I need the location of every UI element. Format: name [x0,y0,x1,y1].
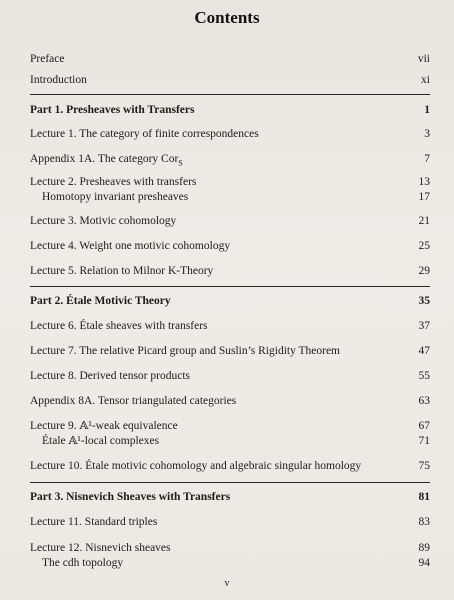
divider [30,94,430,95]
entry-label: Lecture 9. 𝔸¹-weak equivalence [30,420,178,432]
part-page: 81 [418,491,430,503]
entry-label: Lecture 2. Presheaves with transfers [30,176,197,188]
subentry-page: 94 [418,557,430,569]
toc-entry-appendix-1a[interactable] [30,152,430,170]
toc-part-3[interactable] [30,490,430,505]
entry-page: 47 [418,345,430,357]
toc-entry-lecture-6[interactable] [30,319,430,334]
toc-entry-preface[interactable] [30,52,430,67]
entry-label: Lecture 4. Weight one motivic cohomology [30,240,231,252]
entry-label: Lecture 8. Derived tensor products [30,370,190,382]
toc-entry-lecture-9[interactable] [30,419,430,434]
entry-page: 83 [418,516,430,528]
entry-page: xi [421,74,430,86]
toc-part-1[interactable] [30,103,430,118]
entry-label: Preface [30,53,65,65]
entry-label: Appendix 8A. Tensor triangulated categories [30,395,237,407]
part-page: 35 [418,295,430,307]
entry-label: Lecture 12. Nisnevich sheaves [30,542,171,554]
entry-label: Lecture 1. The category of finite correspondences [30,128,259,140]
toc-part-2[interactable] [30,294,430,309]
entry-page: 37 [418,320,430,332]
page-title: Contents [194,8,260,27]
part-page: 1 [424,104,430,116]
part-title: Part 3. Nisnevich Sheaves with Transfers [30,491,231,503]
entry-page: 25 [418,240,430,252]
part-title: Part 2. Étale Motivic Theory [30,295,171,307]
toc-entry-lecture-10[interactable] [30,459,430,474]
entry-label: Lecture 11. Standard triples [30,516,158,528]
toc-entry-lecture-12[interactable] [30,541,430,556]
entry-label: Lecture 3. Motivic cohomology [30,215,177,227]
toc-entry-lecture-3[interactable] [30,214,430,229]
entry-page: 89 [418,542,430,554]
divider [30,482,430,483]
entry-subscript: S [178,158,183,168]
toc-entry-introduction[interactable] [30,73,430,88]
subentry-page: 71 [418,435,430,447]
entry-label: Appendix 1A. The category Cor [30,153,179,165]
toc-entry-lecture-8[interactable] [30,369,430,384]
part-title: Part 1. Presheaves with Transfers [30,104,195,116]
entry-label: Lecture 5. Relation to Milnor K-Theory [30,265,214,277]
toc-subentry-homotopy[interactable]: Homotopy invariant presheaves [42,191,189,203]
toc-entry-lecture-7[interactable] [30,344,430,359]
toc-subentry-etale-local[interactable]: Étale 𝔸¹-local complexes [42,435,160,447]
entry-page: 55 [418,370,430,382]
toc-entry-lecture-4[interactable] [30,239,430,254]
entry-page: 13 [418,176,430,188]
toc-entry-lecture-1[interactable] [30,127,430,142]
toc-entry-lecture-2[interactable] [30,175,430,190]
entry-page: 7 [424,153,430,165]
toc-subentry-cdh[interactable]: The cdh topology [42,557,124,569]
entry-page: 21 [418,215,430,227]
toc-entry-lecture-11[interactable] [30,515,430,530]
subentry-page: 17 [418,191,430,203]
toc-entry-lecture-5[interactable] [30,264,430,279]
entry-label: Introduction [30,74,87,86]
page-number: v [224,578,230,589]
entry-label: Lecture 10. Étale motivic cohomology and algebraic singular homology [30,460,362,472]
entry-page: 75 [418,460,430,472]
entry-label: Lecture 7. The relative Picard group and Suslin’s Rigidity Theorem [30,345,341,357]
entry-page: 67 [418,420,430,432]
divider [30,286,430,287]
entry-page: vii [417,53,430,65]
entry-label: Lecture 6. Étale sheaves with transfers [30,320,208,332]
entry-page: 29 [418,265,430,277]
entry-page: 3 [424,128,430,140]
entry-page: 63 [418,395,430,407]
toc-entry-appendix-8a[interactable] [30,394,430,409]
